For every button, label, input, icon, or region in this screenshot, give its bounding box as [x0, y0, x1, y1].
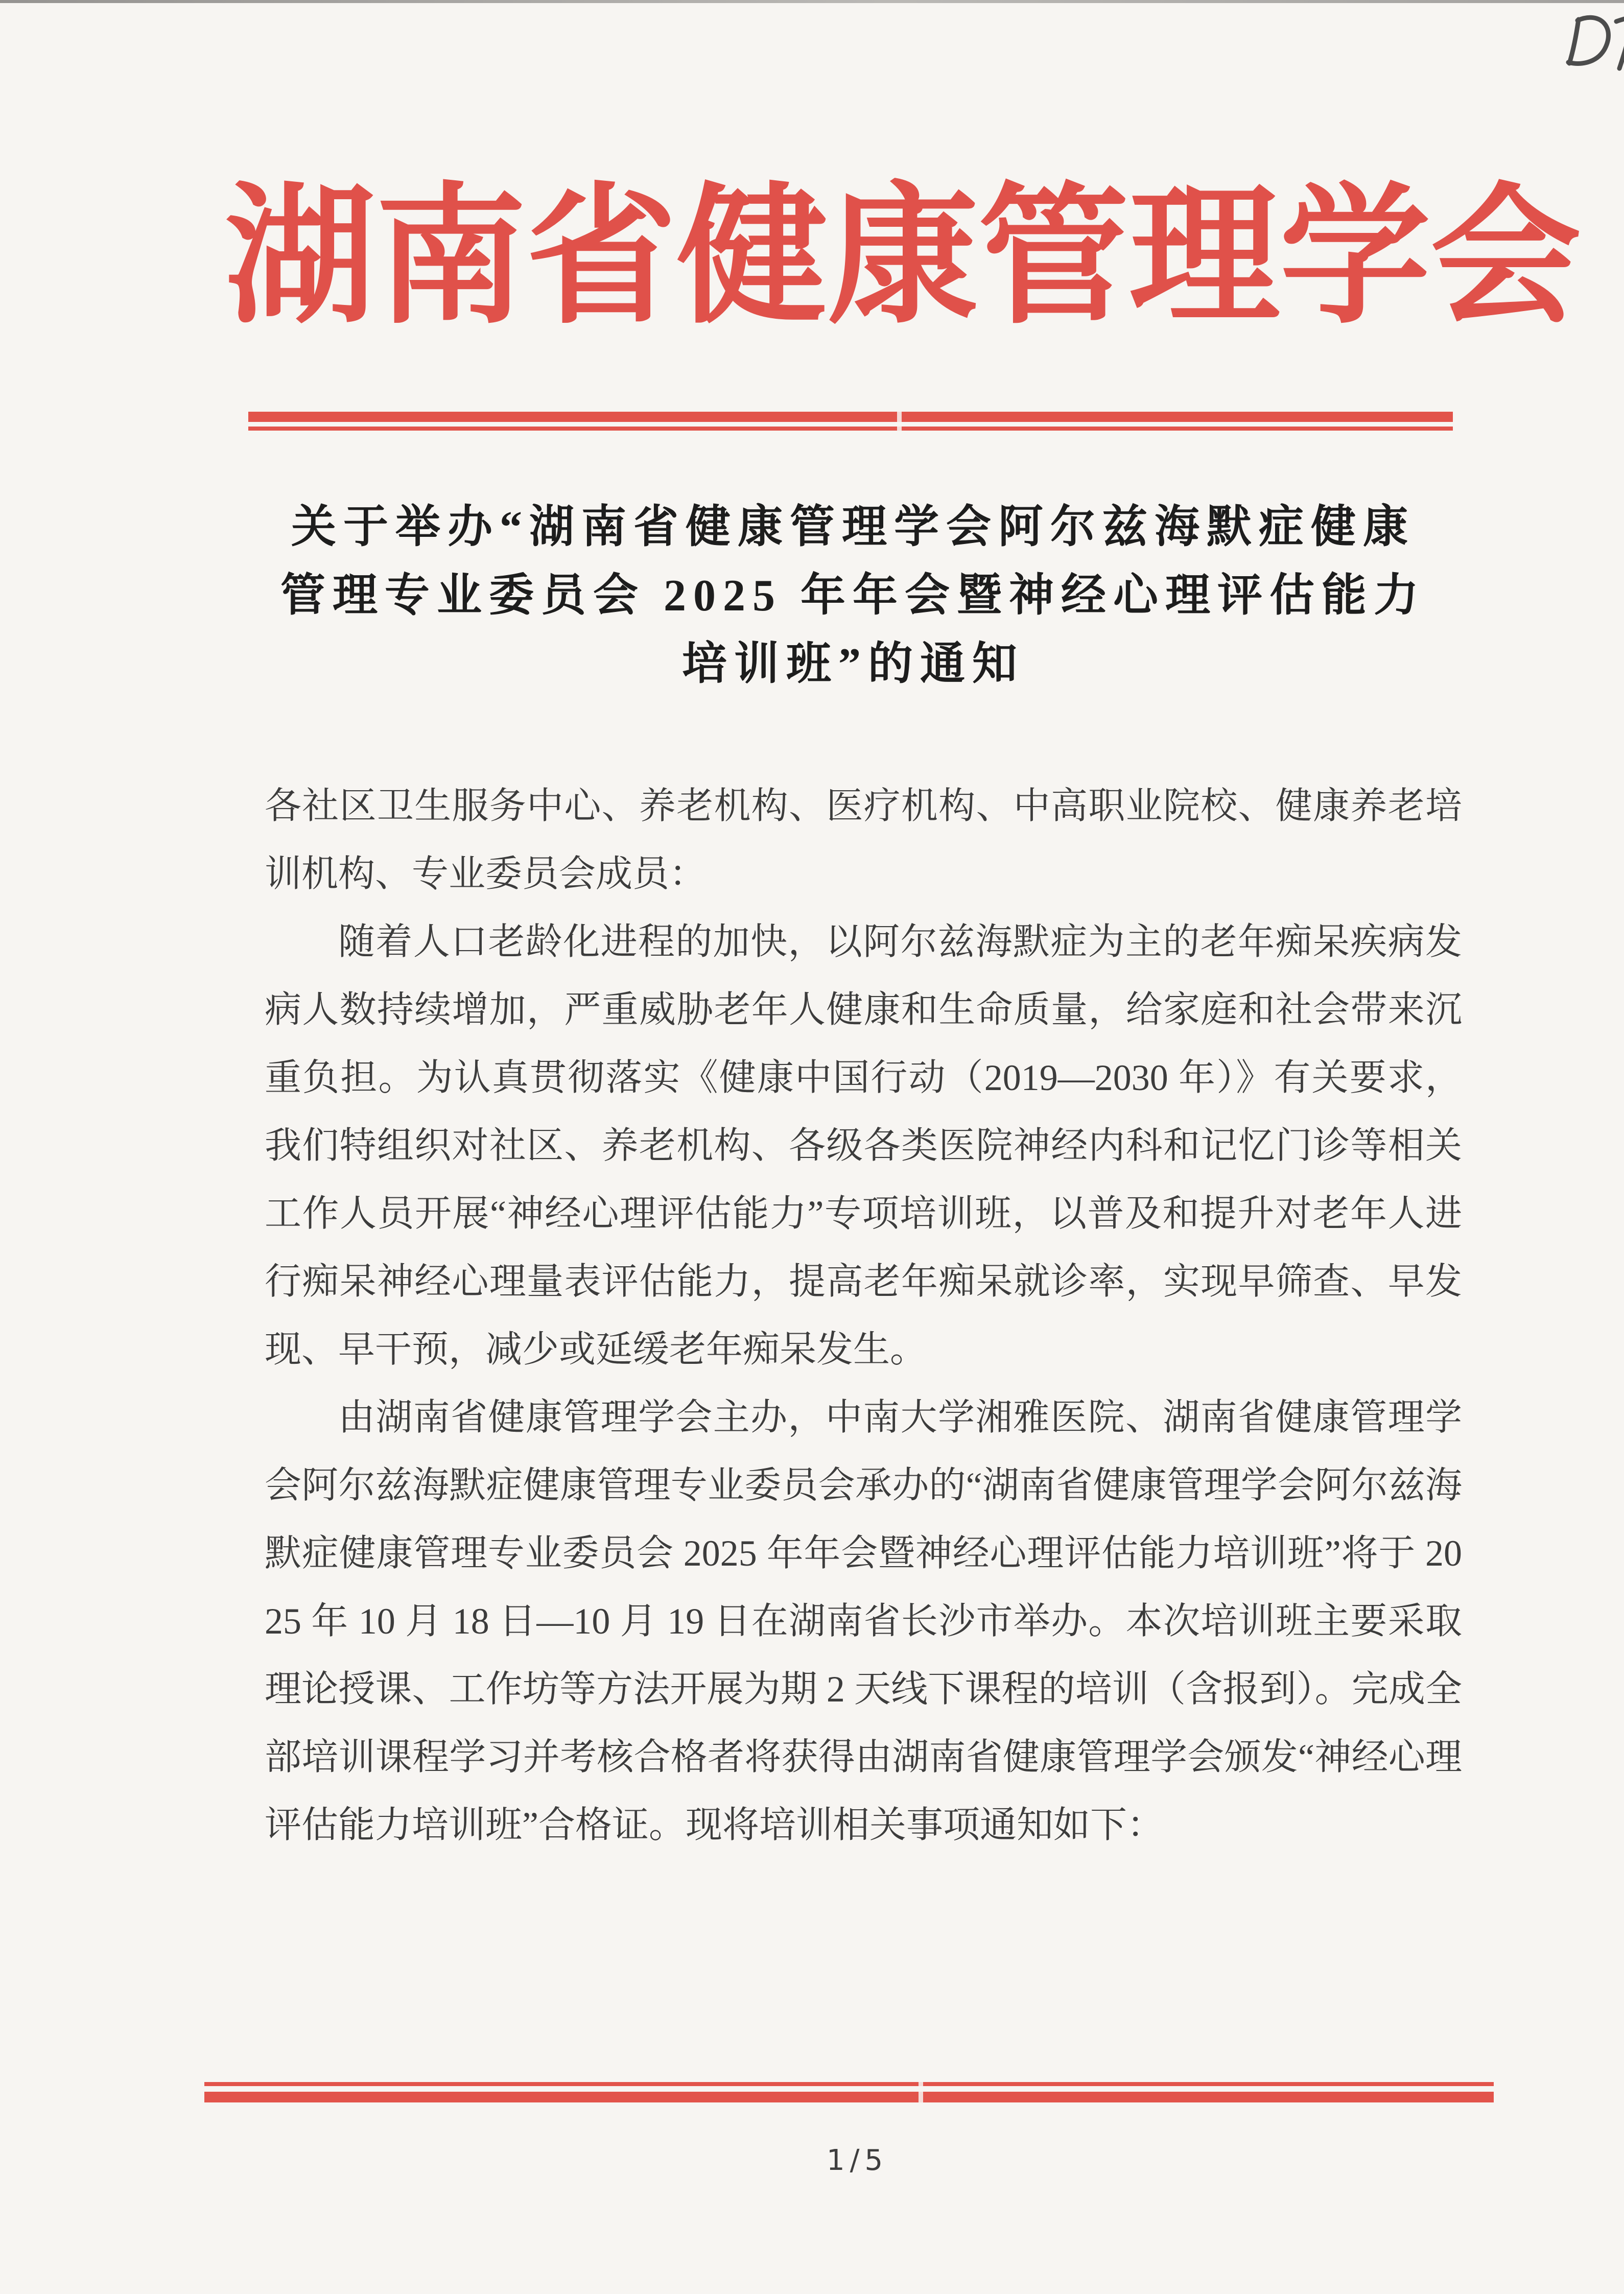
salutation: 各社区卫生服务中心、养老机构、医疗机构、中高职业院校、健康养老培训机构、专业委员会成员： [265, 786, 1462, 894]
separator-thin-rule [204, 2082, 1494, 2086]
notice-title [215, 493, 1492, 699]
scan-crease [919, 2079, 923, 2109]
notice-title-line-3: 培训班”的通知 [681, 640, 1024, 689]
footer-separator [204, 2082, 1494, 2102]
scan-crease [897, 409, 902, 435]
separator-thick-rule [248, 412, 1453, 422]
body-paragraph-1: 随着人口老龄化进程的加快，以阿尔兹海默症为主的老年痴呆疾病发病人数持续增加，严重威胁老年人健康和生命质量，给家庭和社会带来沉重负担。为认真贯彻落实《健康中国行动（2019—2030 年）》有关要求，我们特组织对社区、养老机构、各级各类医院神经内科和记忆门诊等相关工作人员开展“神经心理评估能力”专项培训班，以普及和提升对老年人进行痴呆神经心理量表评估能力，提高老年痴呆就诊率，实现早筛查、早发现、早干预，减少或延缓老年痴呆发生。 [265, 921, 1462, 1370]
separator-gap [204, 2086, 1494, 2092]
notice-title-line-1: 关于举办“湖南省健康管理学会阿尔兹海默症健康 [291, 503, 1415, 552]
notice-title-line-2: 管理专业委员会 2025 年年会暨神经心理评估能力 [280, 571, 1426, 621]
separator-thick-rule [204, 2092, 1494, 2102]
separator-thin-rule [248, 427, 1453, 431]
notice-body [265, 772, 1462, 1859]
separator-gap [248, 422, 1453, 427]
letterhead-org-name: 湖南省健康管理学会 [225, 174, 1581, 341]
scan-edge [0, 0, 1624, 3]
handwritten-d7-icon [1559, 6, 1624, 83]
body-paragraph-2: 由湖南省健康管理学会主办，中南大学湘雅医院、湖南省健康管理学会阿尔兹海默症健康管理专业委员会承办的“湖南省健康管理学会阿尔兹海默症健康管理专业委员会 2025 年年会暨神经心理评估能力培训班”将于 2025 年 10 月 18 日—10 月 19 日在湖南省长沙市举办。本次培训班主要采取理论授课、工作坊等方法开展为期 2 天线下课程的培训（含报到）。完成全部培训课程学习并考核合格者将获得由湖南省健康管理学会颁发“神经心理评估能力培训班”合格证。现将培训相关事项通知如下： [265, 1397, 1462, 1846]
letterhead-separator [248, 412, 1453, 431]
handwritten-mark [1559, 6, 1624, 83]
page-number: 1/5 [827, 2144, 888, 2177]
